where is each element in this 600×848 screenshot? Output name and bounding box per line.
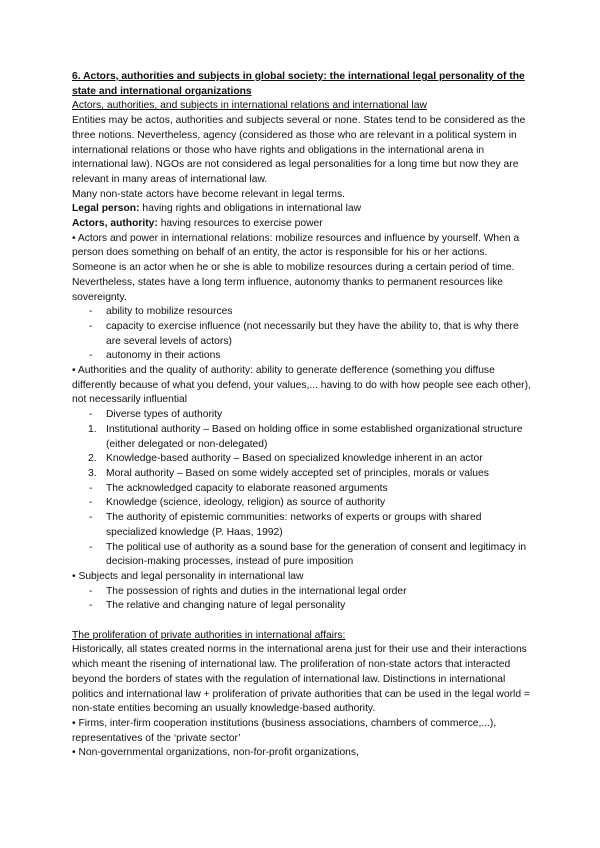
- bullet-subjects: • Subjects and legal personality in international law: [72, 570, 304, 582]
- nonstate-paragraph: Many non-state actors have become relevant in legal terms.: [72, 188, 346, 200]
- section-heading-private-authorities: The proliferation of private authorities in international affairs:: [72, 629, 346, 641]
- spacer: [72, 614, 534, 629]
- bullet-authorities: • Authorities and the quality of authority: ability to generate defference (something you diffuse differently because of what you defend, your values,... having to do with how people see each other), not necessarily influential: [72, 365, 531, 406]
- list-item: - autonomy in their actions: [72, 349, 534, 364]
- item-text: Institutional authority – Based on holding office in some established organizational structure (either delegated or non-delegated): [106, 423, 523, 450]
- list-item: - Knowledge (science, ideology, religion) as source of authority: [72, 496, 534, 511]
- actors-authority-text: having resources to exercise power: [157, 218, 323, 230]
- legal-person-text: having rights and obligations in international law: [139, 203, 362, 215]
- item-text: Knowledge-based authority – Based on specialized knowledge inherent in an actor: [106, 453, 483, 465]
- section-heading-actors: Actors, authorities, and subjects in international relations and international law: [72, 100, 427, 112]
- intro-paragraph: Entities may be actos, authorities and subjects several or none. States tend to be considered as the three notions. Nevertheless, agency (considered as those who are relevant in a political system in international relations or those who have rights and obligations in the international arena in international law). NGOs are not considered as legal personalities for a long time but now they are relevant in many areas of international law.: [72, 115, 526, 185]
- item-text: Moral authority – Based on some widely accepted set of principles, morals or values: [106, 467, 489, 479]
- list-item: - capacity to exercise influence (not necessarily but they have the ability to, that is why there are several levels of actors): [72, 320, 534, 349]
- page-title: 6. Actors, authorities and subjects in global society: the international legal personality of the state and international organizations: [72, 71, 525, 97]
- actors-authority-term: Actors, authority:: [72, 218, 158, 230]
- list-item: - ability to mobilize resources: [72, 305, 534, 320]
- bullet-ngos: • Non-governmental organizations, non-for-profit organizations,: [72, 747, 359, 759]
- item-number: 3.: [88, 467, 97, 479]
- list-item: - The relative and changing nature of legal personality: [72, 599, 534, 614]
- bullet-actors-power: • Actors and power in international relations: mobilize resources and influence by yourself. When a person does something on behalf of an entity, the actor is responsible for his or her actions. Someone is an actor when he or she is able to mobilize resources during a certain period of time. Nevertheless, states have a long term influence, autonomy thanks to permanent resources like sovereignty.: [72, 232, 520, 303]
- list-item: - The political use of authority as a sound base for the generation of consent and legitimacy in decision-making processes, instead of pure imposition: [72, 541, 534, 570]
- item-number: 2.: [88, 453, 97, 465]
- list-item: - Diverse types of authority: [72, 408, 534, 423]
- list-item: - The authority of epistemic communities: networks of experts or groups with shared specialized knowledge (P. Haas, 1992): [72, 511, 534, 540]
- actors-authority-definition: [72, 217, 534, 232]
- numbered-item: [72, 467, 534, 482]
- list-item: - The acknowledged capacity to elaborate reasoned arguments: [72, 482, 534, 497]
- item-number: 1.: [88, 423, 97, 435]
- proliferation-paragraph: Historically, all states created norms in the international arena just for their use and their interactions which meant the risening of international law. The proliferation of non-state actors that interacted beyond the borders of states with the regulation of international law. Distinctions in international politics and international law + proliferation of private authorities that can be used in the legal world = non-state entities becoming an usually knowledge-based authority.: [72, 644, 530, 715]
- list-item: - The possession of rights and duties in the international legal order: [72, 585, 534, 600]
- legal-person-definition: [72, 202, 534, 217]
- bullet-firms: • Firms, inter-firm cooperation institutions (business associations, chambers of commerce,...), representatives of the ‘private sector’: [72, 717, 497, 744]
- numbered-item: [72, 423, 534, 452]
- document-page: [72, 70, 534, 761]
- legal-person-term: Legal person:: [72, 203, 140, 215]
- numbered-item: [72, 452, 534, 467]
